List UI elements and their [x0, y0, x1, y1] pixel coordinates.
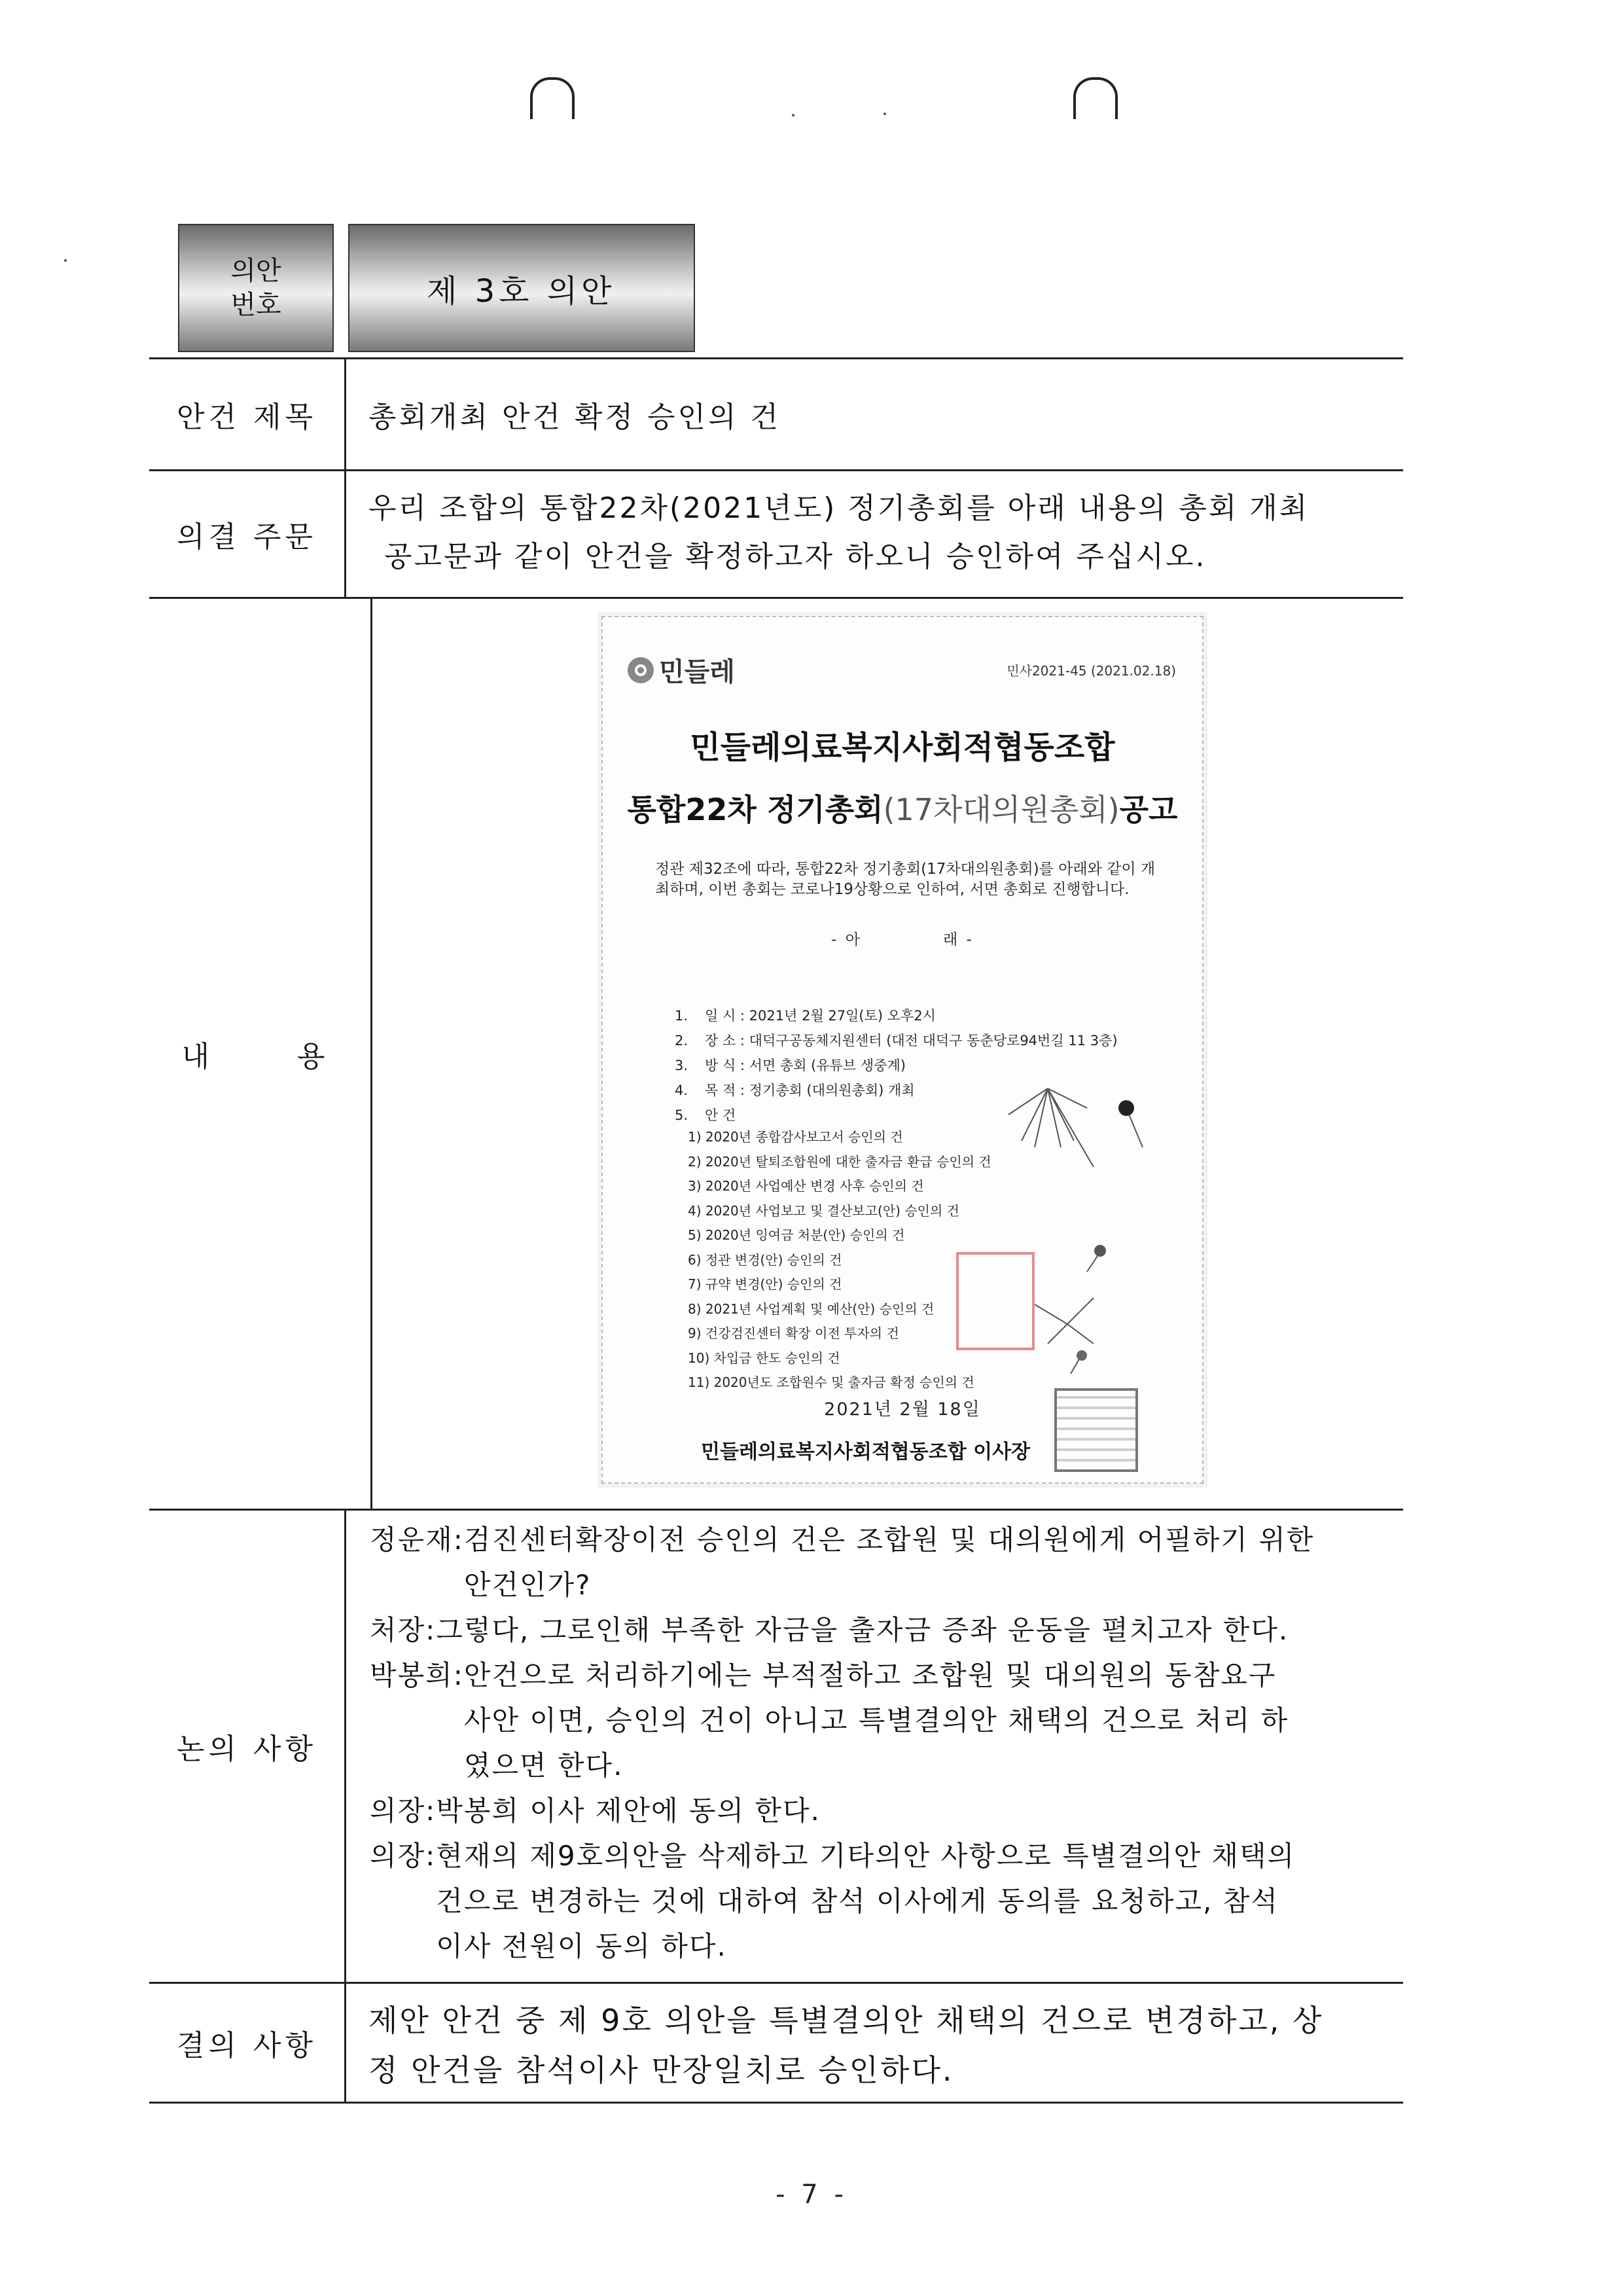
- content-cell: [372, 599, 1403, 1509]
- agenda-item: 10) 차입금 한도 승인의 건: [688, 1350, 840, 1366]
- punch-hole-left: [530, 77, 575, 119]
- discussion-entry: 박봉희: 안건으로 처리하기에는 부적절하고 조합원 및 대의원의 동참요구 사안 이면, 승인의 건이 아니고 특별결의안 채택의 건으로 처리 하 였으면 한다.: [370, 1659, 1289, 1782]
- detail-item: 3. 방 식 : 서면 총회 (유튜브 생중계): [675, 1058, 906, 1073]
- meeting-notice-image: [601, 616, 1204, 1484]
- discussion-label: 논의 사항: [149, 1511, 346, 1982]
- detail-item: 5. 안 건: [675, 1107, 736, 1123]
- scan-speck: [883, 113, 886, 115]
- title-value: 총회개최 안건 확정 승인의 건: [368, 401, 781, 434]
- content-label: 내 용: [149, 599, 372, 1509]
- row-discussion: [149, 1511, 1403, 1984]
- red-seal-stamp: [956, 1252, 1035, 1350]
- detail-item: 2. 장 소 : 대덕구공동체지원센터 (대전 대덕구 동춘당로94번길 11 3층): [675, 1033, 1118, 1049]
- agenda-item: 4) 2020년 사업보고 및 결산보고(안) 승인의 건: [688, 1202, 959, 1219]
- minduelle-logo: 민들레: [626, 651, 735, 689]
- agenda-number-label: 의안 번호: [178, 224, 334, 352]
- notice-title-org: 민들레의료복지사회적협동조합: [690, 729, 1115, 766]
- row-content: [149, 599, 1403, 1511]
- agenda-item: 8) 2021년 사업계획 및 예산(안) 승인의 건: [688, 1300, 935, 1317]
- decision-label: 결의 사항: [149, 1984, 346, 2102]
- resolution-label: 의결 주문: [149, 471, 346, 597]
- notice-intro: 정관 제32조에 따라, 통합22차 정기총회(17차대의원총회)를 아래와 같이 개최하며, 이번 총회는 코로나19상황으로 인하여, 서면 총회로 진행합니다.: [655, 861, 1156, 898]
- agenda-item: 9) 건강검진센터 확장 이전 투자의 건: [688, 1325, 899, 1341]
- row-decision: [149, 1984, 1403, 2104]
- discussion-entry: 정운재: 검진센터확장이전 승인의 건은 조합원 및 대의원에게 어필하기 위한 안건인가?: [370, 1524, 1315, 1601]
- discussion-cell: [346, 1511, 1403, 1982]
- notice-title-meeting: 통합22차 정기총회(17차대의원총회)공고: [627, 792, 1178, 827]
- resolution-text: 우리 조합의 통합22차(2021년도) 정기총회를 아래 내용의 총회 개최 공고문과 같이 안건을 확정하고자 하오니 승인하여 주십시오.: [368, 492, 1310, 573]
- detail-item: 4. 목 적 : 정기총회 (대의원총회) 개최: [675, 1083, 915, 1098]
- notice-date: 2021년 2월 18일: [824, 1399, 981, 1420]
- minutes-table: [149, 357, 1403, 2104]
- official-seal: [1054, 1388, 1138, 1472]
- notice-signature: 민들레의료복지사회적협동조합 이사장: [701, 1441, 1031, 1463]
- decision-text: 제안 안건 중 제 9호 의안을 특별결의안 채택의 건으로 변경하고, 상 정 안건을 참석이사 만장일치로 승인하다.: [368, 2003, 1324, 2088]
- notice-agenda-list: [688, 1125, 991, 1395]
- document-number: 민사2021-45 (2021.02.18): [1007, 663, 1176, 679]
- agenda-item: 1) 2020년 종합감사보고서 승인의 건: [688, 1129, 903, 1145]
- row-title: [149, 357, 1403, 471]
- discussion-entry: 처장: 그렇다, 그로인해 부족한 자금을 출자금 증좌 운동을 펼치고자 한다.: [370, 1614, 1289, 1646]
- agenda-item: 7) 규약 변경(안) 승인의 건: [688, 1276, 842, 1292]
- notice-below-marker: - 아 래 -: [831, 931, 974, 948]
- scan-speck: [64, 259, 67, 262]
- agenda-item: 3) 2020년 사업예산 변경 사후 승인의 건: [688, 1178, 924, 1194]
- title-label: 안건 제목: [149, 359, 346, 469]
- scan-speck: [792, 114, 794, 117]
- discussion-entry: 의장: 현재의 제9호의안을 삭제하고 기타의안 사항으로 특별결의안 채택의 건으로 변경하는 것에 대하여 참석 이사에게 동의를 요청하고, 참석 이사 전원이 동의 하다.: [370, 1840, 1296, 1962]
- agenda-item: 11) 2020년도 조합원수 및 출자금 확정 승인의 건: [688, 1374, 974, 1390]
- dandelion-logo-icon: [626, 656, 655, 685]
- agenda-item: 5) 2020년 잉여금 처분(안) 승인의 건: [688, 1227, 905, 1243]
- agenda-item: 2) 2020년 탈퇴조합원에 대한 출자금 환급 승인의 건: [688, 1153, 991, 1170]
- agenda-header: [178, 224, 695, 352]
- agenda-item: 6) 정관 변경(안) 승인의 건: [688, 1251, 842, 1268]
- agenda-number: 제 3호 의안: [348, 224, 695, 352]
- page-number: - 7 -: [776, 2179, 847, 2210]
- row-resolution: [149, 471, 1403, 599]
- punch-hole-right: [1073, 77, 1118, 119]
- detail-item: 1. 일 시 : 2021년 2월 27일(토) 오후2시: [675, 1008, 936, 1024]
- discussion-entry: 의장: 박봉희 이사 제안에 동의 한다.: [370, 1795, 821, 1827]
